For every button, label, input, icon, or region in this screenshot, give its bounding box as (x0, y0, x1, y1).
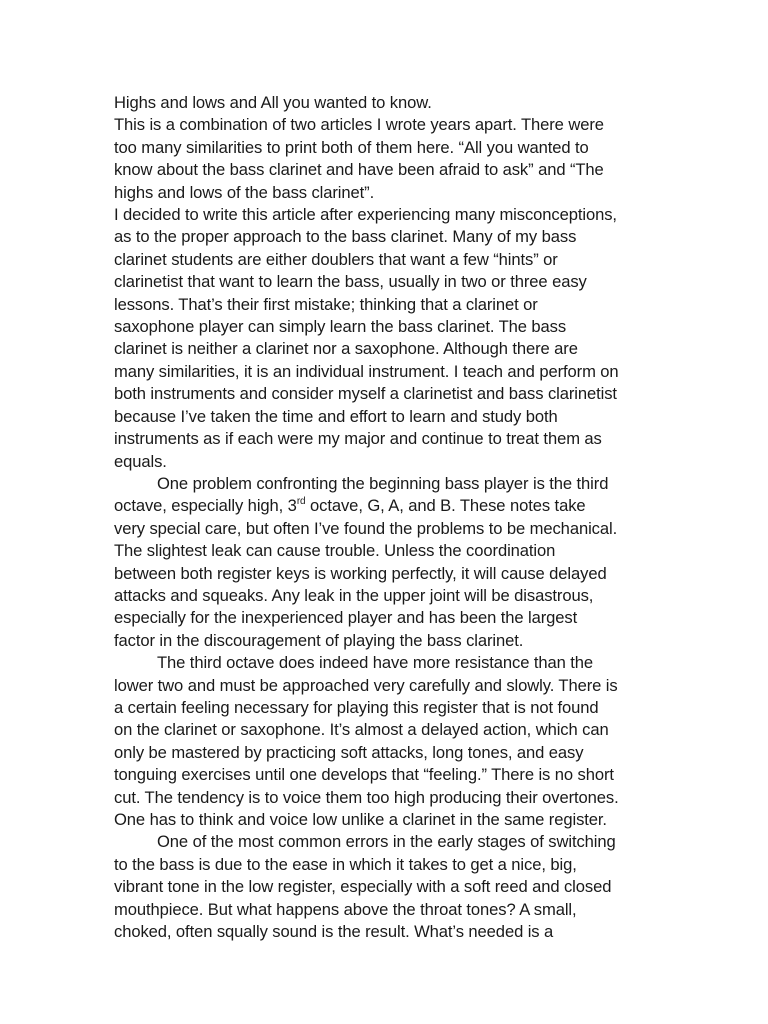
text-line: too many similarities to print both of them here. “All you wanted to (114, 137, 589, 157)
text-line: The slightest leak can cause trouble. Unless the coordination (114, 541, 556, 561)
text-line: clarinet students are either doublers that want a few “hints” or (114, 249, 558, 269)
text-line: on the clarinet or saxophone. It’s almost a delayed action, which can (114, 720, 609, 740)
document-body (114, 92, 674, 943)
text-line: highs and lows of the bass clarinet”. (114, 182, 375, 202)
text-line: a certain feeling necessary for playing this register that is not found (114, 697, 599, 717)
text-line: tonguing exercises until one develops that “feeling.” There is no short (114, 765, 614, 785)
text-line: instruments as if each were my major and continue to treat them as (114, 429, 602, 449)
text-line: choked, often squally sound is the result. What’s needed is a (114, 922, 554, 942)
text-line: very special care, but often I’ve found the problems to be mechanical. (114, 518, 618, 538)
text-line: especially for the inexperienced player and has been the largest (114, 608, 578, 628)
text-line: lower two and must be approached very carefully and slowly. There is (114, 675, 618, 695)
text-segment: octave, especially high, 3 (114, 496, 297, 516)
text-line: factor in the discouragement of playing the bass clarinet. (114, 630, 524, 650)
text-segment: octave, G, A, and B. These notes take (305, 496, 586, 516)
text-line: vibrant tone in the low register, especially with a soft reed and closed (114, 877, 612, 897)
text-line: attacks and squeaks. Any leak in the upper joint will be disastrous, (114, 585, 594, 605)
text-line: to the bass is due to the ease in which it takes to get a nice, big, (114, 854, 577, 874)
text-line: know about the bass clarinet and have been afraid to ask” and “The (114, 160, 604, 180)
text-line-with-superscript (114, 495, 674, 517)
text-line: many similarities, it is an individual instrument. I teach and perform on (114, 361, 619, 381)
text-line: I decided to write this article after experiencing many misconceptions, (114, 205, 617, 225)
text-line: as to the proper approach to the bass clarinet. Many of my bass (114, 227, 577, 247)
title-line: Highs and lows and All you wanted to know. (114, 93, 432, 112)
text-line: clarinet is neither a clarinet nor a saxophone. Although there are (114, 339, 578, 359)
text-line: One has to think and voice low unlike a clarinet in the same register. (114, 810, 607, 829)
paragraph-start-line: One problem confronting the beginning bass player is the third (157, 473, 609, 493)
text-line: clarinetist that want to learn the bass, usually in two or three easy (114, 272, 587, 292)
text-line: only be mastered by practicing soft attacks, long tones, and easy (114, 742, 584, 762)
text-line: because I’ve taken the time and effort to learn and study both (114, 406, 558, 426)
text-line: lessons. That’s their first mistake; thinking that a clarinet or (114, 294, 538, 314)
superscript-ordinal: rd (296, 496, 306, 508)
text-line: equals. (114, 451, 167, 471)
text-line: cut. The tendency is to voice them too high producing their overtones. (114, 787, 619, 807)
text-line: This is a combination of two articles I wrote years apart. There were (114, 115, 604, 135)
text-line: between both register keys is working perfectly, it will cause delayed (114, 563, 607, 583)
text-line: saxophone player can simply learn the bass clarinet. The bass (114, 317, 567, 337)
text-line: both instruments and consider myself a clarinetist and bass clarinetist (114, 384, 617, 404)
paragraph-start-line: One of the most common errors in the early stages of switching (157, 832, 616, 852)
text-line: mouthpiece. But what happens above the throat tones? A small, (114, 899, 577, 919)
paragraph-start-line: The third octave does indeed have more resistance than the (157, 653, 594, 673)
